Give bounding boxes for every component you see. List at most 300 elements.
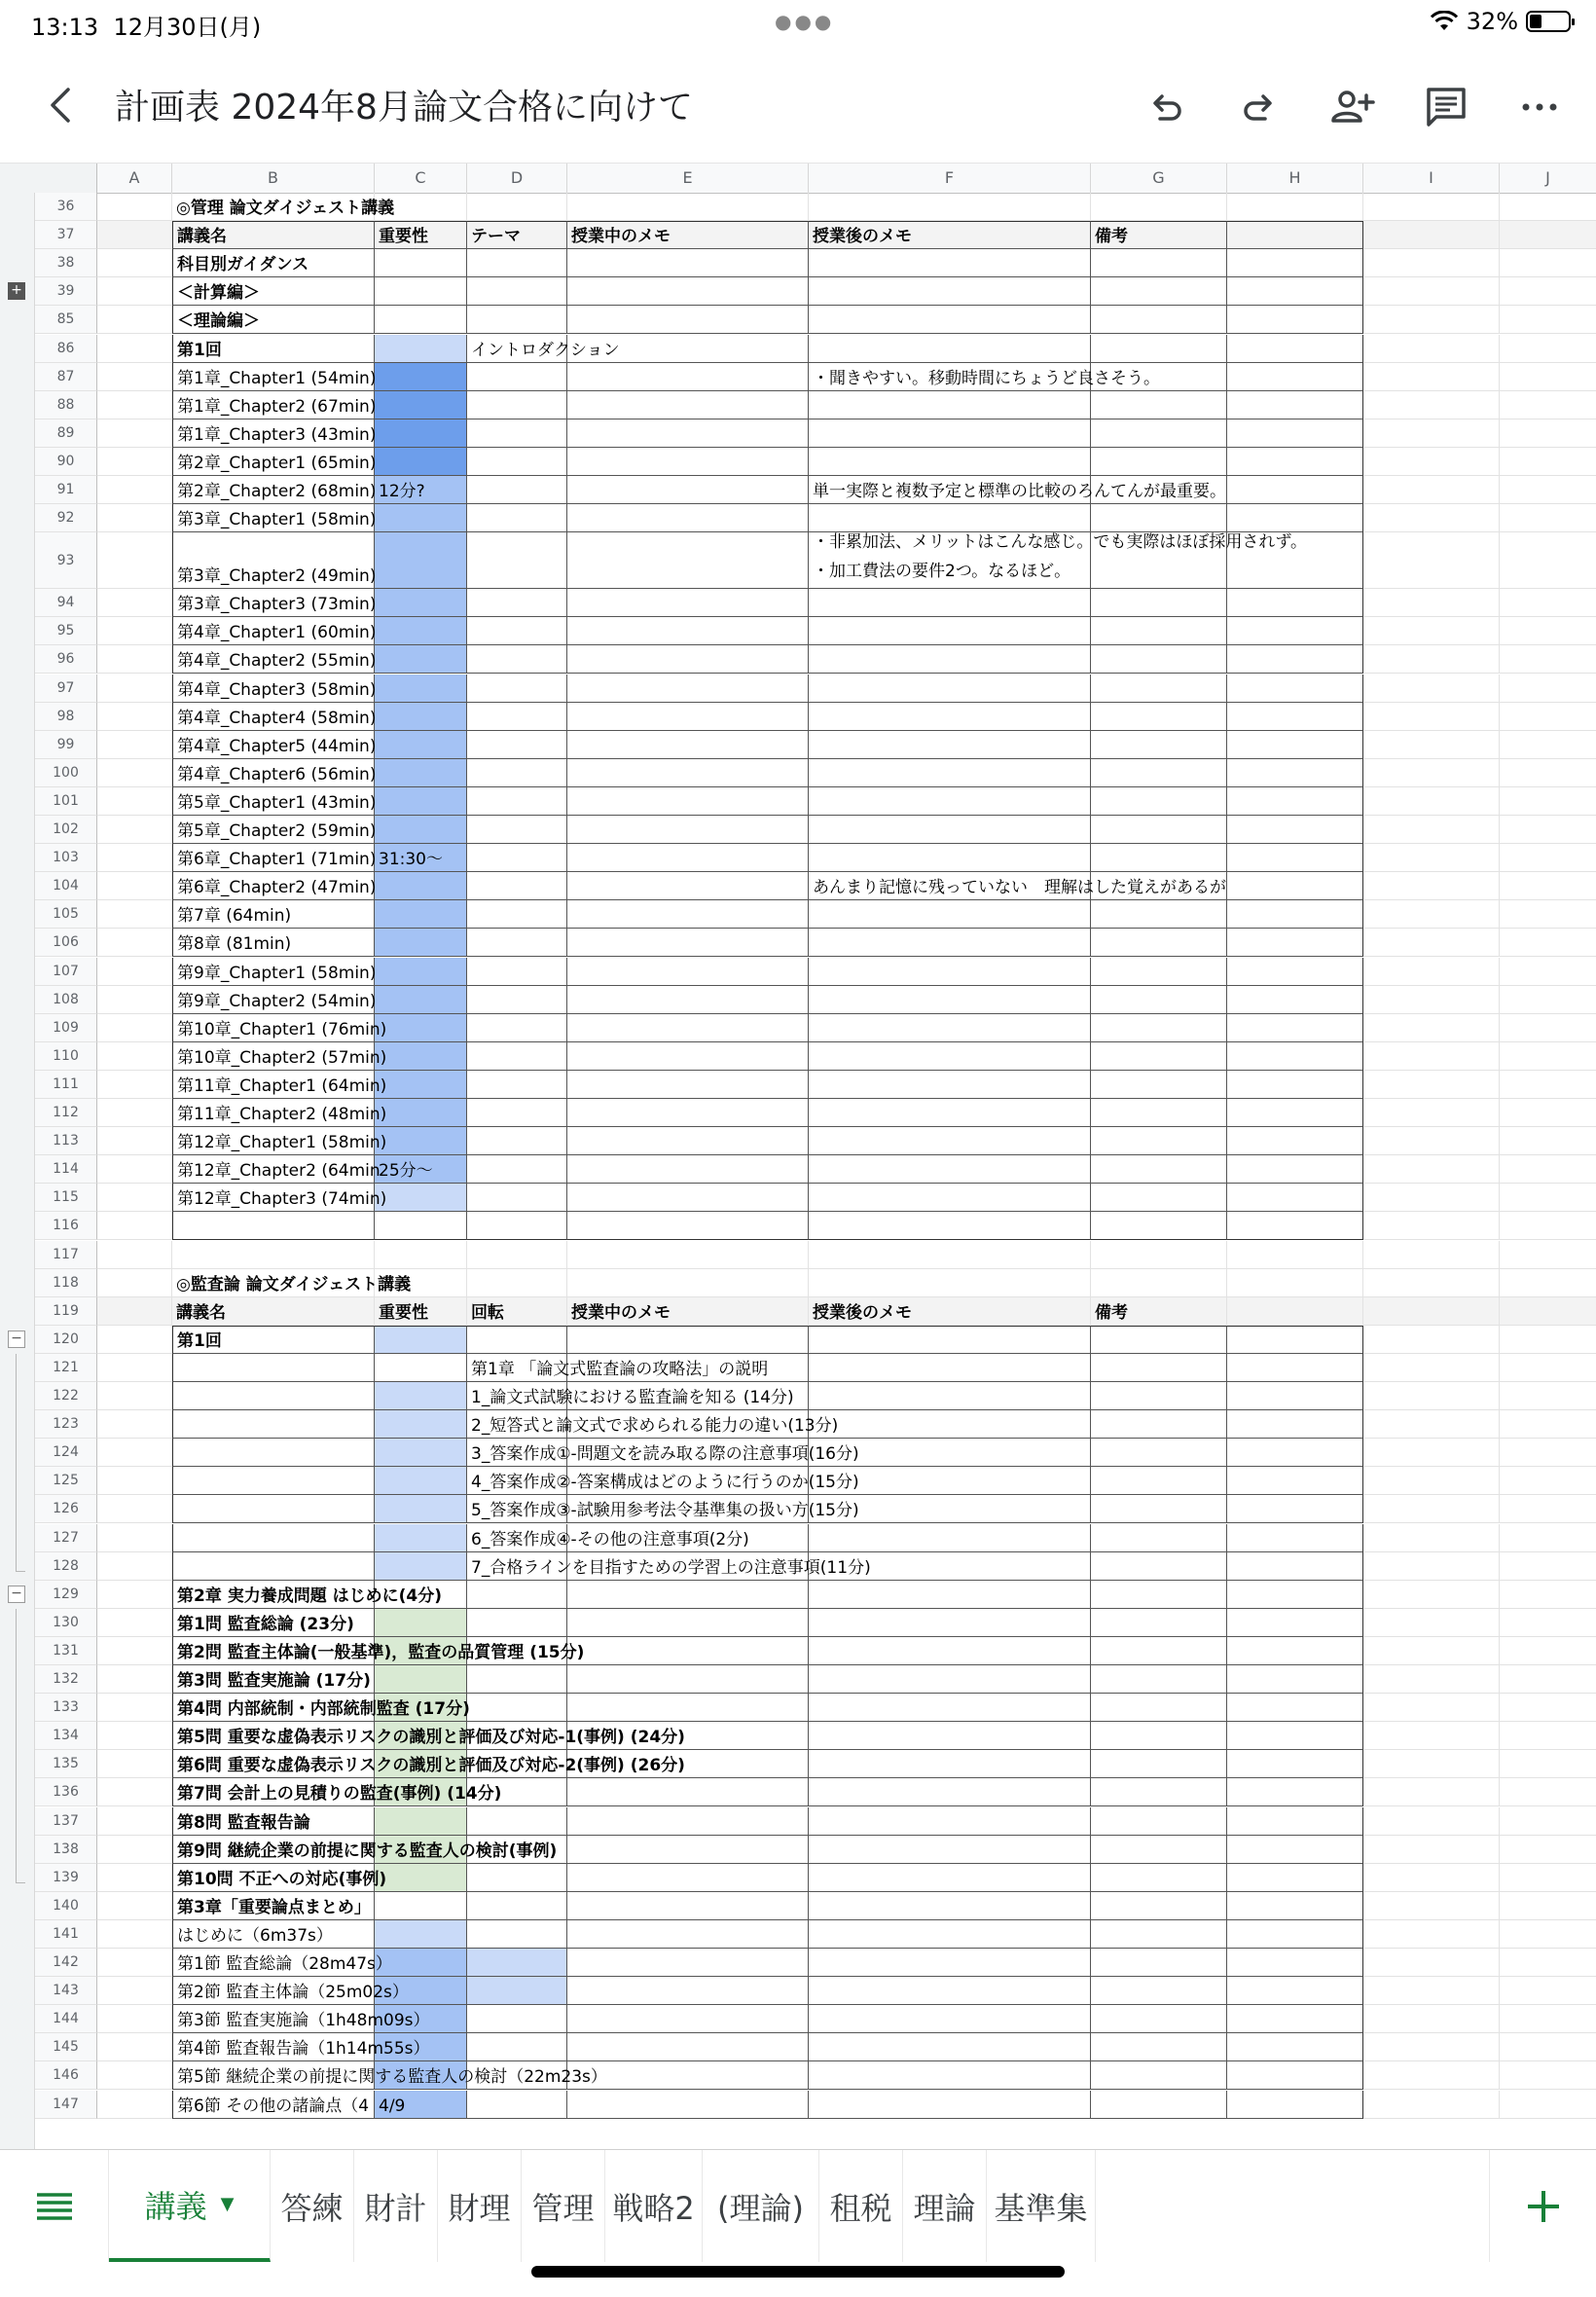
cell-d101[interactable]	[467, 787, 567, 816]
cell-i128[interactable]	[1363, 1552, 1500, 1581]
cell-j106[interactable]	[1500, 929, 1596, 957]
row-number[interactable]: 136	[35, 1778, 97, 1806]
cell-j120[interactable]	[1500, 1326, 1596, 1354]
row-number[interactable]: 116	[35, 1212, 97, 1240]
row-number[interactable]: 122	[35, 1382, 97, 1410]
cell-a125[interactable]	[97, 1467, 172, 1495]
cell-c38[interactable]	[375, 249, 467, 277]
row-number[interactable]: 101	[35, 787, 97, 816]
cell-g101[interactable]	[1091, 787, 1227, 816]
cell-h37[interactable]	[1227, 221, 1363, 249]
cell-b136[interactable]	[172, 1778, 502, 1806]
cell-e85[interactable]	[567, 306, 809, 334]
cell-i108[interactable]	[1363, 986, 1500, 1014]
cell-f122[interactable]	[809, 1382, 1091, 1410]
cell-a140[interactable]	[97, 1892, 172, 1920]
row-number[interactable]: 142	[35, 1949, 97, 1977]
cell-h147[interactable]	[1227, 2091, 1363, 2119]
row-number[interactable]: 37	[35, 221, 97, 249]
cell-j133[interactable]	[1500, 1694, 1596, 1722]
cell-c119[interactable]	[375, 1297, 467, 1326]
cell-g88[interactable]	[1091, 391, 1227, 419]
expand-group-icon[interactable]: +	[8, 282, 25, 300]
cell-h96[interactable]	[1227, 645, 1363, 674]
cell-g145[interactable]	[1091, 2033, 1227, 2061]
cell-a85[interactable]	[97, 306, 172, 334]
cell-b87[interactable]	[172, 363, 375, 391]
column-header-a[interactable]: A	[97, 164, 172, 193]
row-number[interactable]: 119	[35, 1297, 97, 1326]
cell-b115[interactable]	[172, 1184, 387, 1212]
redo-icon[interactable]	[1232, 80, 1287, 134]
cell-h104[interactable]	[1227, 872, 1363, 900]
cell-c94[interactable]	[375, 589, 467, 617]
cell-i101[interactable]	[1363, 787, 1500, 816]
cell-a124[interactable]	[97, 1439, 172, 1467]
cell-f105[interactable]	[809, 900, 1091, 929]
cell-d86[interactable]	[467, 335, 620, 363]
cell-e120[interactable]	[567, 1326, 809, 1354]
cell-f121[interactable]	[809, 1354, 1091, 1382]
cell-g122[interactable]	[1091, 1382, 1227, 1410]
cell-c112[interactable]	[375, 1099, 467, 1127]
cell-j115[interactable]	[1500, 1184, 1596, 1212]
cell-h107[interactable]	[1227, 958, 1363, 986]
cell-i126[interactable]	[1363, 1495, 1500, 1523]
cell-c99[interactable]	[375, 731, 467, 759]
cell-c147[interactable]	[375, 2091, 467, 2119]
cell-a127[interactable]	[97, 1524, 172, 1552]
cell-c126[interactable]	[375, 1495, 467, 1523]
row-number[interactable]: 36	[35, 193, 97, 221]
cell-c85[interactable]	[375, 306, 467, 334]
cell-g97[interactable]	[1091, 675, 1227, 703]
cell-g128[interactable]	[1091, 1552, 1227, 1581]
cell-b92[interactable]	[172, 504, 375, 532]
cell-g36[interactable]	[1091, 193, 1227, 221]
cell-d110[interactable]	[467, 1042, 567, 1071]
cell-b139[interactable]	[172, 1864, 387, 1892]
cell-c87[interactable]	[375, 363, 467, 391]
cell-e109[interactable]	[567, 1014, 809, 1042]
cell-g142[interactable]	[1091, 1949, 1227, 1977]
cell-e89[interactable]	[567, 419, 809, 448]
cell-h109[interactable]	[1227, 1014, 1363, 1042]
cell-j97[interactable]	[1500, 675, 1596, 703]
cell-f89[interactable]	[809, 419, 1091, 448]
cell-b132[interactable]	[172, 1665, 375, 1694]
cell-b89[interactable]	[172, 419, 375, 448]
row-number[interactable]: 100	[35, 759, 97, 787]
cell-h101[interactable]	[1227, 787, 1363, 816]
cell-b140[interactable]	[172, 1892, 375, 1920]
cell-i87[interactable]	[1363, 363, 1500, 391]
cell-f145[interactable]	[809, 2033, 1091, 2061]
cell-i124[interactable]	[1363, 1439, 1500, 1467]
cell-a111[interactable]	[97, 1071, 172, 1099]
cell-g119[interactable]	[1091, 1297, 1227, 1326]
cell-i39[interactable]	[1363, 277, 1500, 306]
cell-a121[interactable]	[97, 1354, 172, 1382]
cell-j128[interactable]	[1500, 1552, 1596, 1581]
cell-h90[interactable]	[1227, 448, 1363, 476]
cell-a93[interactable]	[97, 532, 172, 589]
cell-f88[interactable]	[809, 391, 1091, 419]
cell-b129[interactable]	[172, 1581, 443, 1609]
cell-i140[interactable]	[1363, 1892, 1500, 1920]
cell-b110[interactable]	[172, 1042, 387, 1071]
cell-h97[interactable]	[1227, 675, 1363, 703]
cell-i86[interactable]	[1363, 335, 1500, 363]
cell-f147[interactable]	[809, 2091, 1091, 2119]
cell-e98[interactable]	[567, 703, 809, 731]
cell-b101[interactable]	[172, 787, 375, 816]
cell-i92[interactable]	[1363, 504, 1500, 532]
cell-h144[interactable]	[1227, 2005, 1363, 2033]
cell-i113[interactable]	[1363, 1127, 1500, 1155]
cell-c122[interactable]	[375, 1382, 467, 1410]
row-number[interactable]: 143	[35, 1977, 97, 2005]
cell-h39[interactable]	[1227, 277, 1363, 306]
cell-d88[interactable]	[467, 391, 567, 419]
cell-e141[interactable]	[567, 1920, 809, 1949]
row-number[interactable]: 112	[35, 1099, 97, 1127]
cell-a118[interactable]	[97, 1269, 172, 1297]
cell-j87[interactable]	[1500, 363, 1596, 391]
cell-j89[interactable]	[1500, 419, 1596, 448]
cell-e101[interactable]	[567, 787, 809, 816]
cell-d126[interactable]	[467, 1495, 859, 1523]
cell-e139[interactable]	[567, 1864, 809, 1892]
cell-e95[interactable]	[567, 617, 809, 645]
cell-d114[interactable]	[467, 1155, 567, 1184]
cell-j147[interactable]	[1500, 2091, 1596, 2119]
cell-g113[interactable]	[1091, 1127, 1227, 1155]
cell-i123[interactable]	[1363, 1410, 1500, 1439]
row-number[interactable]: 138	[35, 1836, 97, 1864]
cell-g99[interactable]	[1091, 731, 1227, 759]
sheet-tab[interactable]	[438, 2150, 522, 2262]
cell-b121[interactable]	[172, 1354, 375, 1382]
cell-c121[interactable]	[375, 1354, 467, 1382]
cell-j36[interactable]	[1500, 193, 1596, 221]
row-number[interactable]: 39	[35, 277, 97, 306]
cell-a128[interactable]	[97, 1552, 172, 1581]
cell-g94[interactable]	[1091, 589, 1227, 617]
cell-h117[interactable]	[1227, 1241, 1363, 1269]
cell-b117[interactable]	[172, 1241, 375, 1269]
cell-i131[interactable]	[1363, 1637, 1500, 1665]
cell-d36[interactable]	[467, 193, 567, 221]
cell-h131[interactable]	[1227, 1637, 1363, 1665]
cell-f106[interactable]	[809, 929, 1091, 957]
cell-g37[interactable]	[1091, 221, 1227, 249]
cell-h118[interactable]	[1227, 1269, 1363, 1297]
cell-a89[interactable]	[97, 419, 172, 448]
column-header-b[interactable]: B	[172, 164, 375, 193]
cell-i142[interactable]	[1363, 1949, 1500, 1977]
cell-a136[interactable]	[97, 1778, 172, 1806]
cell-h140[interactable]	[1227, 1892, 1363, 1920]
cell-e119[interactable]	[567, 1297, 809, 1326]
cell-d127[interactable]	[467, 1524, 749, 1552]
cell-d143[interactable]	[467, 1977, 567, 2005]
cell-a101[interactable]	[97, 787, 172, 816]
row-number[interactable]: 92	[35, 504, 97, 532]
cell-f120[interactable]	[809, 1326, 1091, 1354]
cell-a92[interactable]	[97, 504, 172, 532]
cell-g96[interactable]	[1091, 645, 1227, 674]
cell-j132[interactable]	[1500, 1665, 1596, 1694]
cell-f104[interactable]	[809, 872, 1226, 900]
cell-i136[interactable]	[1363, 1778, 1500, 1806]
cell-a109[interactable]	[97, 1014, 172, 1042]
cell-a95[interactable]	[97, 617, 172, 645]
cell-c127[interactable]	[375, 1524, 467, 1552]
cell-c102[interactable]	[375, 816, 467, 844]
cell-c140[interactable]	[375, 1892, 467, 1920]
cell-g126[interactable]	[1091, 1495, 1227, 1523]
cell-h116[interactable]	[1227, 1212, 1363, 1240]
cell-a135[interactable]	[97, 1750, 172, 1778]
cell-b99[interactable]	[172, 731, 375, 759]
cell-i121[interactable]	[1363, 1354, 1500, 1382]
row-number[interactable]: 137	[35, 1807, 97, 1836]
cell-a110[interactable]	[97, 1042, 172, 1071]
sheet-tab[interactable]	[605, 2150, 703, 2262]
cell-c104[interactable]	[375, 872, 467, 900]
cell-i138[interactable]	[1363, 1836, 1500, 1864]
cell-f135[interactable]	[809, 1750, 1091, 1778]
document-title[interactable]: 計画表 2024年8月論文合格に向けて	[115, 88, 693, 128]
cell-g118[interactable]	[1091, 1269, 1227, 1297]
cell-g146[interactable]	[1091, 2061, 1227, 2090]
row-number[interactable]: 123	[35, 1410, 97, 1439]
cell-b144[interactable]	[172, 2005, 430, 2033]
cell-h135[interactable]	[1227, 1750, 1363, 1778]
cell-a100[interactable]	[97, 759, 172, 787]
cell-c139[interactable]	[375, 1864, 467, 1892]
cell-j122[interactable]	[1500, 1382, 1596, 1410]
cell-f87[interactable]	[809, 363, 1160, 391]
row-number[interactable]: 141	[35, 1920, 97, 1949]
cell-d93[interactable]	[467, 532, 567, 589]
cell-b98[interactable]	[172, 703, 375, 731]
cell-i106[interactable]	[1363, 929, 1500, 957]
cell-h142[interactable]	[1227, 1949, 1363, 1977]
cell-g105[interactable]	[1091, 900, 1227, 929]
cell-a129[interactable]	[97, 1581, 172, 1609]
cell-b106[interactable]	[172, 929, 375, 957]
sheet-tab[interactable]	[903, 2150, 987, 2262]
cell-d122[interactable]	[467, 1382, 794, 1410]
cell-a123[interactable]	[97, 1410, 172, 1439]
cell-e114[interactable]	[567, 1155, 809, 1184]
cell-h95[interactable]	[1227, 617, 1363, 645]
cell-g89[interactable]	[1091, 419, 1227, 448]
cell-e138[interactable]	[567, 1836, 809, 1864]
cell-i37[interactable]	[1363, 221, 1500, 249]
cell-j39[interactable]	[1500, 277, 1596, 306]
cell-a38[interactable]	[97, 249, 172, 277]
cell-b125[interactable]	[172, 1467, 375, 1495]
cell-j131[interactable]	[1500, 1637, 1596, 1665]
cell-h38[interactable]	[1227, 249, 1363, 277]
cell-a99[interactable]	[97, 731, 172, 759]
cell-a94[interactable]	[97, 589, 172, 617]
cell-e147[interactable]	[567, 2091, 809, 2119]
sheet-tab[interactable]	[271, 2150, 354, 2262]
cell-d87[interactable]	[467, 363, 567, 391]
row-number[interactable]: 102	[35, 816, 97, 844]
cell-d104[interactable]	[467, 872, 567, 900]
row-number[interactable]: 86	[35, 335, 97, 363]
cell-grid[interactable]	[35, 193, 1596, 2149]
cell-j125[interactable]	[1500, 1467, 1596, 1495]
cell-e111[interactable]	[567, 1071, 809, 1099]
cell-a134[interactable]	[97, 1722, 172, 1750]
cell-d144[interactable]	[467, 2005, 567, 2033]
cell-d96[interactable]	[467, 645, 567, 674]
cell-e87[interactable]	[567, 363, 809, 391]
cell-h88[interactable]	[1227, 391, 1363, 419]
row-number[interactable]: 126	[35, 1495, 97, 1523]
cell-c111[interactable]	[375, 1071, 467, 1099]
cell-a91[interactable]	[97, 476, 172, 504]
cell-d109[interactable]	[467, 1014, 567, 1042]
row-number[interactable]: 107	[35, 958, 97, 986]
row-number[interactable]: 98	[35, 703, 97, 731]
cell-f94[interactable]	[809, 589, 1091, 617]
cell-c141[interactable]	[375, 1920, 467, 1949]
row-number[interactable]: 99	[35, 731, 97, 759]
cell-h134[interactable]	[1227, 1722, 1363, 1750]
cell-a87[interactable]	[97, 363, 172, 391]
cell-g136[interactable]	[1091, 1778, 1227, 1806]
cell-b102[interactable]	[172, 816, 375, 844]
cell-h106[interactable]	[1227, 929, 1363, 957]
cell-f129[interactable]	[809, 1581, 1091, 1609]
cell-a98[interactable]	[97, 703, 172, 731]
cell-a90[interactable]	[97, 448, 172, 476]
cell-f144[interactable]	[809, 2005, 1091, 2033]
cell-h86[interactable]	[1227, 335, 1363, 363]
cell-f127[interactable]	[809, 1524, 1091, 1552]
cell-a116[interactable]	[97, 1212, 172, 1240]
cell-b143[interactable]	[172, 1977, 409, 2005]
row-number[interactable]: 120	[35, 1326, 97, 1354]
cell-h111[interactable]	[1227, 1071, 1363, 1099]
cell-b130[interactable]	[172, 1609, 375, 1637]
cell-f142[interactable]	[809, 1949, 1091, 1977]
cell-b116[interactable]	[172, 1212, 375, 1240]
cell-h91[interactable]	[1227, 476, 1363, 504]
cell-f141[interactable]	[809, 1920, 1091, 1949]
cell-j145[interactable]	[1500, 2033, 1596, 2061]
cell-f117[interactable]	[809, 1241, 1091, 1269]
cell-j135[interactable]	[1500, 1750, 1596, 1778]
cell-f138[interactable]	[809, 1836, 1091, 1864]
cell-a130[interactable]	[97, 1609, 172, 1637]
cell-h129[interactable]	[1227, 1581, 1363, 1609]
cell-h119[interactable]	[1227, 1297, 1363, 1326]
cell-h141[interactable]	[1227, 1920, 1363, 1949]
cell-d95[interactable]	[467, 617, 567, 645]
column-header-e[interactable]: E	[567, 164, 809, 193]
cell-g103[interactable]	[1091, 844, 1227, 872]
cell-d108[interactable]	[467, 986, 567, 1014]
cell-f102[interactable]	[809, 816, 1091, 844]
cell-j118[interactable]	[1500, 1269, 1596, 1297]
cell-d142[interactable]	[467, 1949, 567, 1977]
row-number[interactable]: 139	[35, 1864, 97, 1892]
chevron-down-icon[interactable]: ▼	[220, 2194, 235, 2214]
row-number[interactable]: 132	[35, 1665, 97, 1694]
cell-b128[interactable]	[172, 1552, 375, 1581]
sheet-tab[interactable]	[109, 2150, 271, 2262]
row-number[interactable]: 144	[35, 2005, 97, 2033]
cell-b133[interactable]	[172, 1694, 470, 1722]
cell-j126[interactable]	[1500, 1495, 1596, 1523]
cell-a132[interactable]	[97, 1665, 172, 1694]
cell-g107[interactable]	[1091, 958, 1227, 986]
cell-d115[interactable]	[467, 1184, 567, 1212]
cell-h100[interactable]	[1227, 759, 1363, 787]
cell-c117[interactable]	[375, 1241, 467, 1269]
cell-a102[interactable]	[97, 816, 172, 844]
cell-a133[interactable]	[97, 1694, 172, 1722]
cell-b147[interactable]	[172, 2091, 375, 2119]
cell-f143[interactable]	[809, 1977, 1091, 2005]
cell-c132[interactable]	[375, 1665, 467, 1694]
cell-f115[interactable]	[809, 1184, 1091, 1212]
cell-a122[interactable]	[97, 1382, 172, 1410]
cell-d100[interactable]	[467, 759, 567, 787]
cell-b104[interactable]	[172, 872, 375, 900]
cell-e129[interactable]	[567, 1581, 809, 1609]
cell-i119[interactable]	[1363, 1297, 1500, 1326]
cell-h108[interactable]	[1227, 986, 1363, 1014]
cell-b134[interactable]	[172, 1722, 685, 1750]
cell-h133[interactable]	[1227, 1694, 1363, 1722]
cell-g39[interactable]	[1091, 277, 1227, 306]
sheet-tab[interactable]	[987, 2150, 1096, 2262]
cell-b96[interactable]	[172, 645, 375, 674]
cell-b100[interactable]	[172, 759, 375, 787]
cell-a37[interactable]	[97, 221, 172, 249]
cell-f99[interactable]	[809, 731, 1091, 759]
cell-i85[interactable]	[1363, 306, 1500, 334]
cell-f90[interactable]	[809, 448, 1091, 476]
cell-d124[interactable]	[467, 1439, 859, 1467]
cell-f114[interactable]	[809, 1155, 1091, 1184]
cell-e39[interactable]	[567, 277, 809, 306]
cell-c123[interactable]	[375, 1410, 467, 1439]
cell-j141[interactable]	[1500, 1920, 1596, 1949]
cell-d107[interactable]	[467, 958, 567, 986]
cell-j95[interactable]	[1500, 617, 1596, 645]
cell-g112[interactable]	[1091, 1099, 1227, 1127]
cell-h115[interactable]	[1227, 1184, 1363, 1212]
cell-d90[interactable]	[467, 448, 567, 476]
cell-c97[interactable]	[375, 675, 467, 703]
cell-c109[interactable]	[375, 1014, 467, 1042]
cell-d38[interactable]	[467, 249, 567, 277]
cell-c106[interactable]	[375, 929, 467, 957]
cell-g114[interactable]	[1091, 1155, 1227, 1184]
cell-f110[interactable]	[809, 1042, 1091, 1071]
cell-c125[interactable]	[375, 1467, 467, 1495]
